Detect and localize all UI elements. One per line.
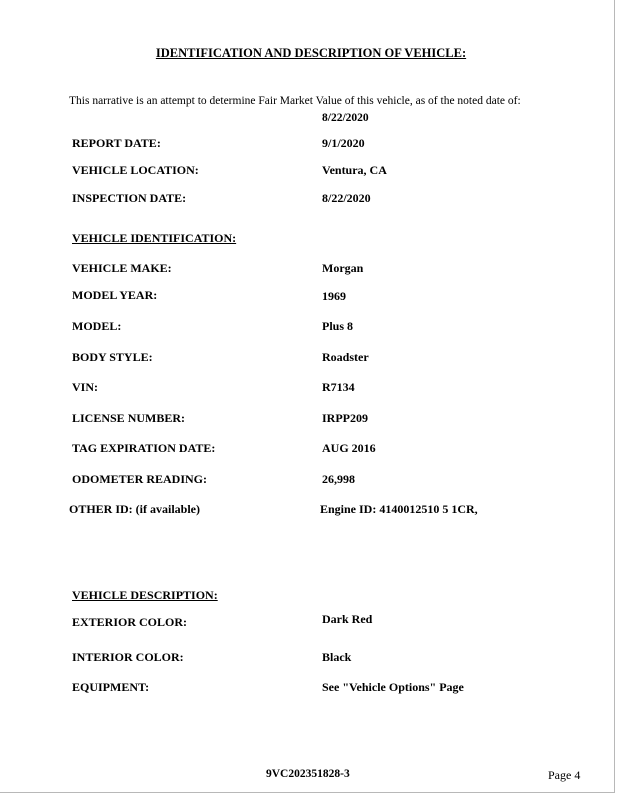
vehicle-identification-heading: VEHICLE IDENTIFICATION: [72,231,237,245]
vehicle-location-label: VEHICLE LOCATION: [72,163,199,177]
vehicle-make-value: Morgan [322,261,364,275]
odometer-reading-label: ODOMETER READING: [72,472,208,486]
vehicle-description-heading: VEHICLE DESCRIPTION: [72,588,218,602]
equipment-value: See "Vehicle Options" Page [322,680,464,694]
inspection-date-value: 8/22/2020 [322,191,371,205]
inspection-date-label: INSPECTION DATE: [72,191,187,205]
exterior-color-value: Dark Red [322,612,373,626]
vehicle-make-label: VEHICLE MAKE: [72,261,172,275]
vin-value: R7134 [322,380,355,394]
intro-date-value: 8/22/2020 [322,112,369,124]
equipment-label: EQUIPMENT: [72,680,150,694]
vin-label: VIN: [72,380,98,394]
vehicle-location-value: Ventura, CA [322,163,387,177]
body-style-value: Roadster [322,350,369,364]
license-number-label: LICENSE NUMBER: [72,411,186,425]
other-id-label: OTHER ID: (if available) [69,502,200,516]
exterior-color-label: EXTERIOR COLOR: [72,615,188,629]
document-title: IDENTIFICATION AND DESCRIPTION OF VEHICLE: [155,46,467,60]
other-id-value: Engine ID: 4140012510 5 1CR, [320,502,478,516]
odometer-reading-value: 26,998 [322,472,355,486]
report-date-label: REPORT DATE: [72,136,161,150]
tag-expiration-value: AUG 2016 [322,441,376,455]
model-value: Plus 8 [322,319,354,333]
footer-document-code: 9VC202351828-3 [266,768,350,780]
footer-page-number: Page 4 [548,768,581,782]
body-style-label: BODY STYLE: [72,350,153,364]
model-year-label: MODEL YEAR: [72,288,158,302]
license-number-value: IRPP209 [322,411,368,425]
report-date-value: 9/1/2020 [322,136,365,150]
model-label: MODEL: [72,319,122,333]
interior-color-label: INTERIOR COLOR: [72,650,184,664]
tag-expiration-label: TAG EXPIRATION DATE: [72,441,216,455]
interior-color-value: Black [322,650,352,664]
model-year-value: 1969 [322,289,346,303]
intro-text: This narrative is an attempt to determine Fair Market Value of this vehicle, as of the noted date of: [69,95,521,107]
